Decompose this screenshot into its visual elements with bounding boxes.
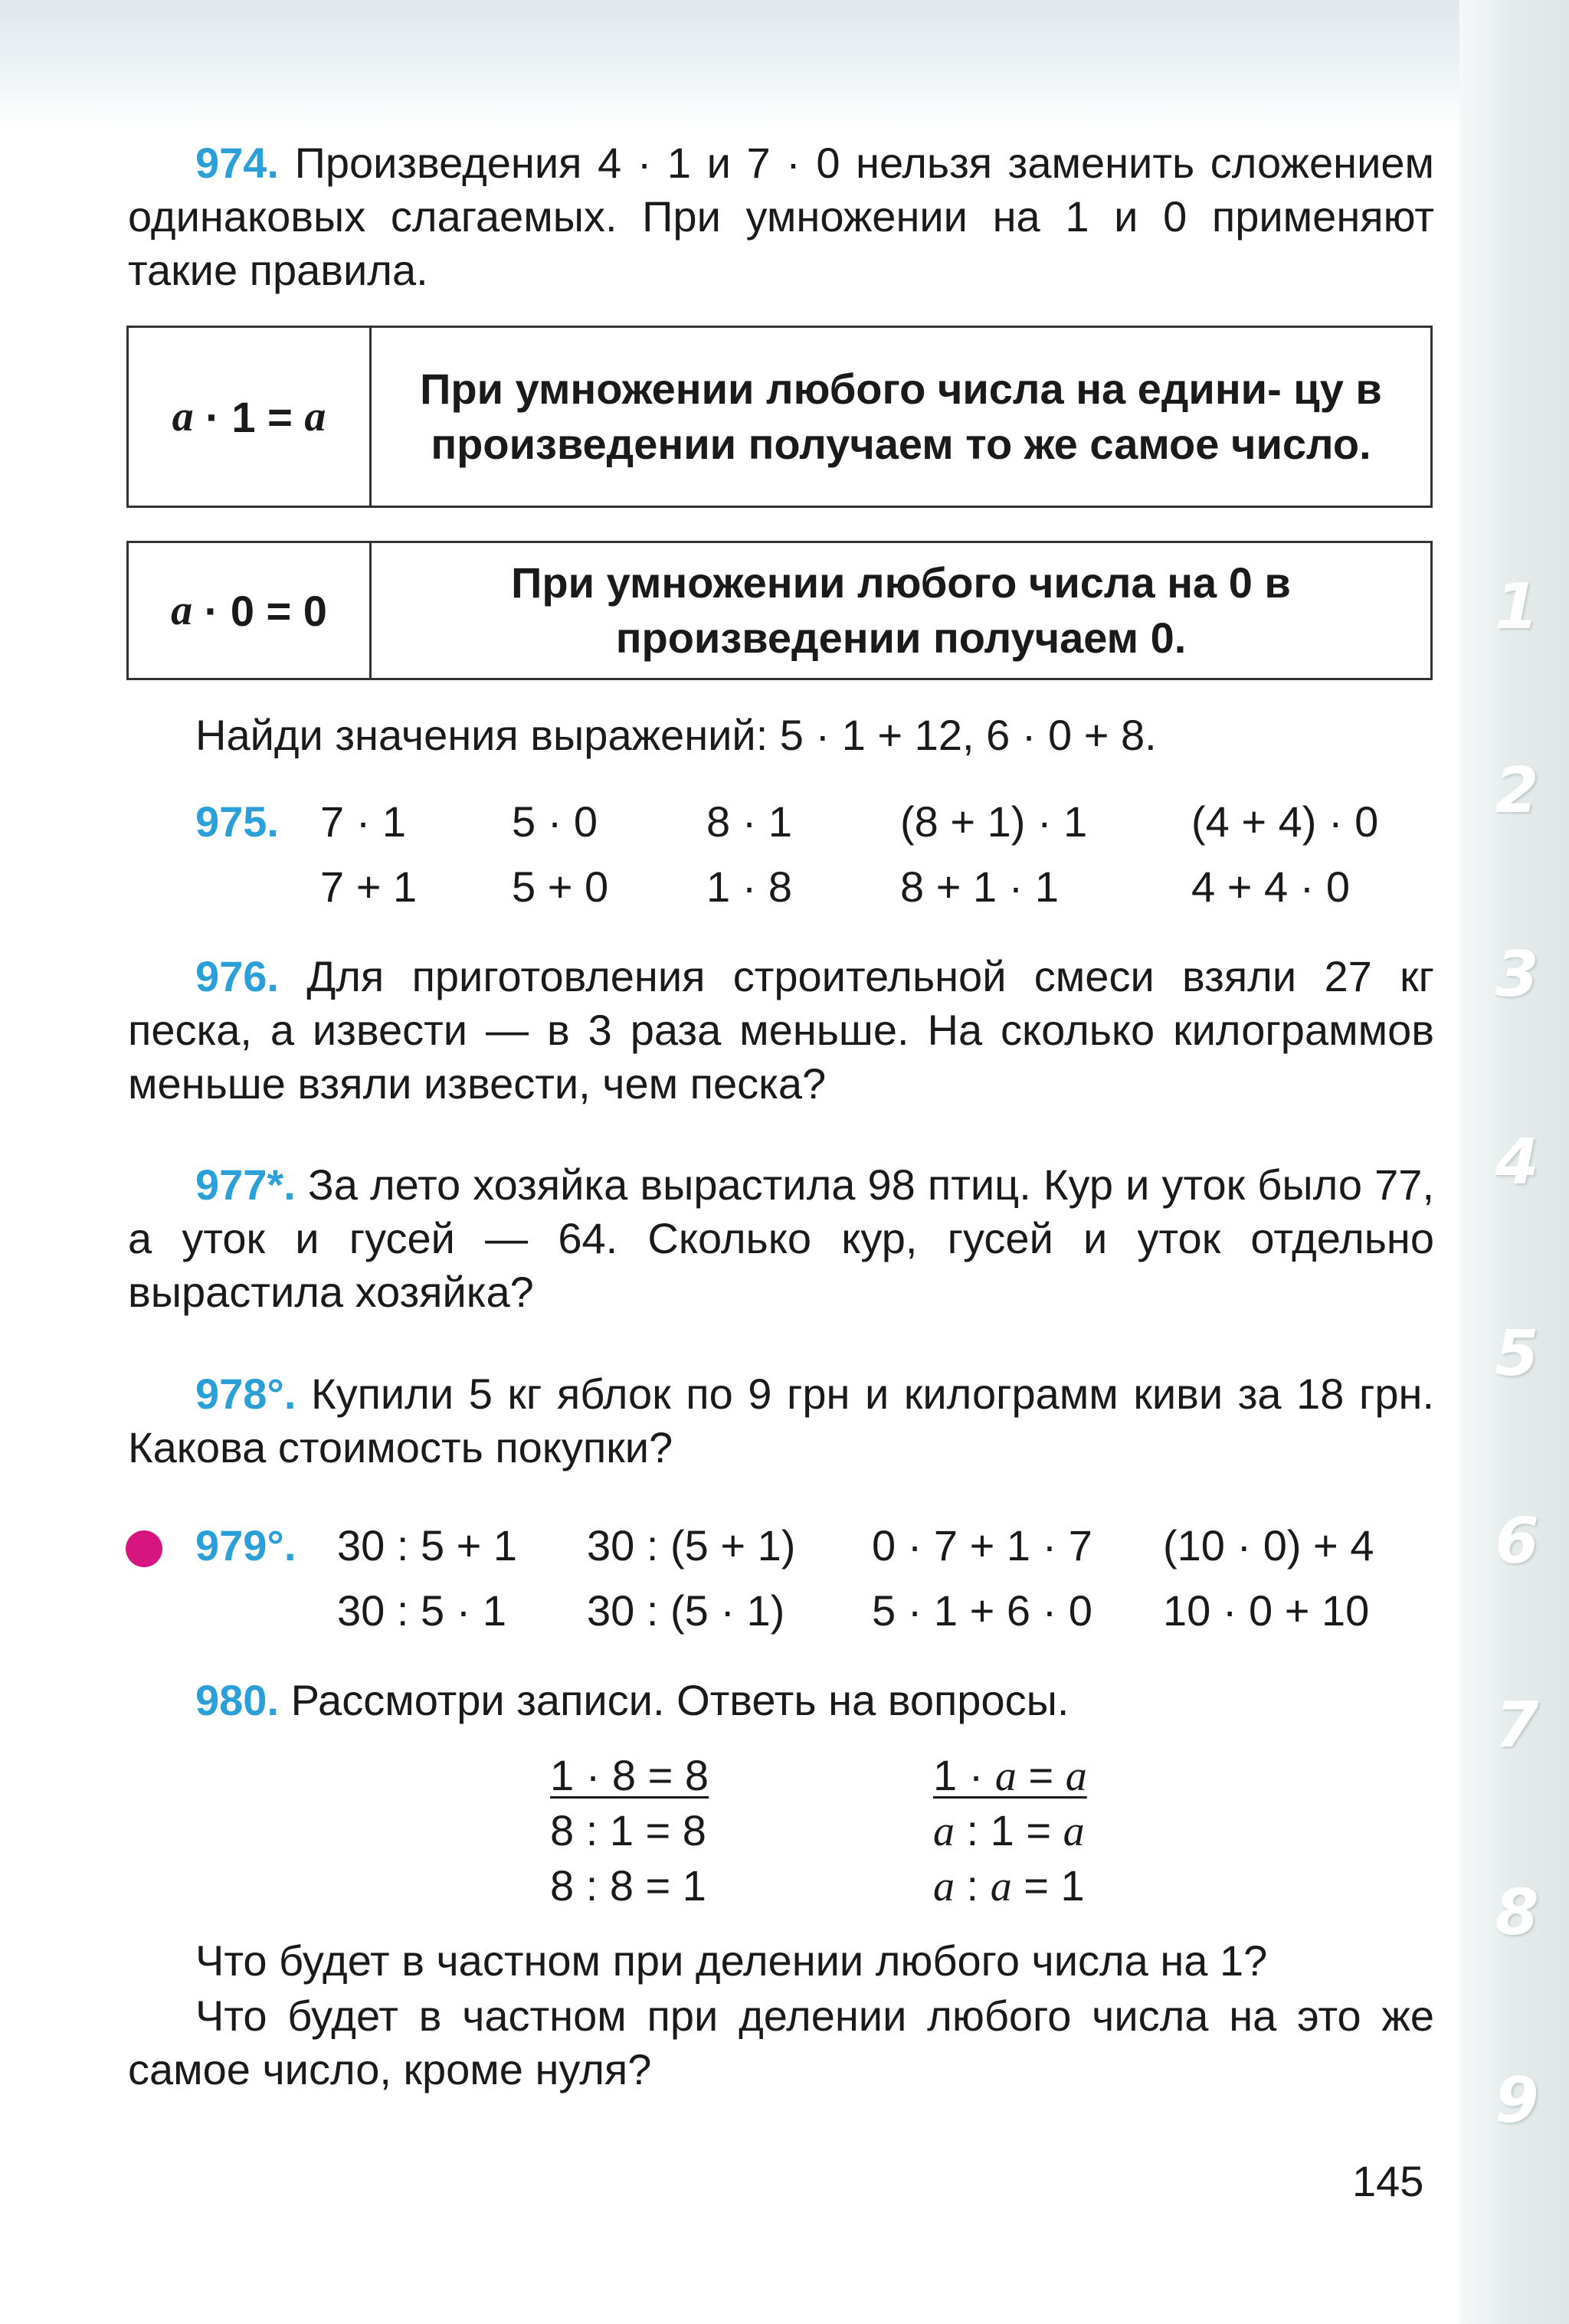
expression-975-r2-c4: 8 + 1 · 1 (900, 862, 1060, 911)
expression-975-r2-c3: 1 · 8 (706, 862, 793, 911)
variable-a: a (933, 1808, 955, 1855)
exercise-980-question-1: Что будет в частном при делении любого числа на 1? (195, 1936, 1268, 1985)
expression-975-r1-c1: 7 · 1 (320, 797, 407, 846)
variable-a: a (994, 1753, 1017, 1800)
exercise-974-task: Найди значения выражений: 5 · 1 + 12, 6 · 0 + 8. (195, 711, 1157, 759)
equation-left-2: 8 : 1 = 8 (550, 1806, 706, 1854)
eq-part: : (955, 1861, 991, 1910)
exercise-974-text: Произведения 4 · 1 и 7 · 0 нельзя заменить сложением одинаковых слагаемых. При умножении на 1 и 0 применяют такие правила. (128, 139, 1434, 294)
expression-975-r1-c3: 8 · 1 (706, 797, 793, 846)
exercise-number-976: 976. (195, 952, 279, 1000)
equation-left-3: 8 : 8 = 1 (550, 1861, 706, 1910)
expression-979-r2-c4: 10 · 0 + 10 (1163, 1586, 1370, 1635)
exercise-978-text: Купили 5 кг яблок по 9 грн и килограмм киви за 18 грн. Какова стоимость покупки? (128, 1370, 1434, 1471)
exercise-976-text: Для приготовления строительной смеси взяли 27 кг песка, а извести — в 3 раза меньше. На сколько килограммов меньше взяли извести, чем песка? (128, 952, 1434, 1108)
expression-979-r1-c2: 30 : (5 + 1) (587, 1521, 796, 1570)
variable-a: a (990, 1863, 1012, 1910)
expression-975-r2-c2: 5 + 0 (512, 862, 609, 911)
exercise-978 (128, 1367, 1434, 1475)
equation-right-1 (933, 1750, 1087, 1801)
expression-975-r1-c4: (8 + 1) · 1 (900, 797, 1088, 846)
page-top-shade (0, 0, 1569, 130)
page-number: 145 (1352, 2157, 1424, 2205)
exercise-number-978: 978°. (195, 1370, 296, 1418)
eq-part: 1 · (933, 1751, 995, 1799)
chapter-tab-3: 3 (1495, 938, 1539, 1011)
expression-979-r2-c3: 5 · 1 + 6 · 0 (872, 1586, 1092, 1635)
chapter-tab-8: 8 (1495, 1877, 1539, 1949)
equation-right-3 (933, 1861, 1085, 1911)
exercise-number-975 (195, 797, 279, 846)
rule-text-multiply-by-zero: При умножении любого числа на 0 в произведении получаем 0. (511, 558, 1291, 662)
equation-left-1: 1 · 8 = 8 (550, 1751, 709, 1799)
eq-part: : 1 = (955, 1806, 1063, 1854)
exercise-number-980: 980. (195, 1676, 279, 1724)
exercise-980-text: Рассмотри записи. Ответь на вопросы. (290, 1676, 1069, 1724)
exercise-977-text: За лето хозяйка вырастила 98 птиц. Кур и уток было 77, а уток и гусей — 64. Сколько кур, гусей и уток отдельно вырастила хозяйка? (128, 1160, 1435, 1316)
variable-a: a (933, 1863, 955, 1910)
exercise-number-975-label: 975. (195, 797, 279, 846)
eq-part: = (1016, 1751, 1066, 1799)
rule-formula-multiply-by-zero (129, 543, 372, 678)
expression-975-r1-c2: 5 · 0 (512, 797, 598, 846)
expression-979-r1-c4: (10 · 0) + 4 (1163, 1521, 1374, 1570)
rule-formula-multiply-by-one (129, 328, 372, 506)
formula-operator: · 1 = (193, 392, 305, 441)
expression-975-r1-c5: (4 + 4) · 0 (1191, 797, 1379, 846)
equation-right-2 (933, 1805, 1085, 1856)
expression-975-r2-c5: 4 + 4 · 0 (1191, 862, 1351, 911)
chapter-tab-1: 1 (1495, 571, 1539, 643)
expression-975-r2-c1: 7 + 1 (320, 862, 418, 911)
expression-979-r1-c1: 30 : 5 + 1 (337, 1521, 518, 1570)
variable-a: a (172, 393, 194, 440)
rule-box-multiply-by-zero (126, 541, 1433, 680)
exercise-980 (128, 1674, 1434, 1727)
exercise-number-974: 974. (195, 139, 279, 187)
chapter-tab-9: 9 (1495, 2064, 1539, 2137)
chapter-tab-5: 5 (1495, 1317, 1539, 1390)
expression-979-r2-c1: 30 : 5 · 1 (337, 1586, 507, 1635)
exercise-976 (128, 950, 1434, 1111)
exercise-977 (128, 1158, 1434, 1319)
chapter-tab-6: 6 (1495, 1505, 1539, 1578)
expression-979-r2-c2: 30 : (5 · 1) (587, 1586, 785, 1635)
variable-a: a (1065, 1753, 1087, 1800)
expression-979-r1-c3: 0 · 7 + 1 · 7 (872, 1521, 1092, 1570)
exercise-number-979-label: 979°. (195, 1521, 296, 1570)
chapter-tab-7: 7 (1495, 1689, 1539, 1762)
variable-a: a (304, 393, 326, 440)
variable-a: a (171, 587, 193, 634)
rule-text-multiply-by-one: При умножении любого числа на едини- цу в произведении получаем то же самое число. (420, 365, 1382, 468)
chapter-tab-2: 2 (1495, 754, 1539, 827)
exercise-974-intro (128, 136, 1434, 297)
eq-part: = 1 (1011, 1861, 1085, 1910)
formula-operator: · 0 = 0 (192, 586, 327, 635)
chapter-tab-4: 4 (1495, 1126, 1539, 1199)
key-exercise-marker (126, 1530, 162, 1567)
rule-box-multiply-by-one (126, 326, 1433, 508)
variable-a: a (1063, 1808, 1085, 1855)
exercise-number-979 (195, 1520, 296, 1570)
exercise-980-question-2: Что будет в частном при делении любого числа на это же самое число, кроме нуля? (128, 1992, 1434, 2093)
exercise-number-977: 977*. (195, 1160, 296, 1209)
